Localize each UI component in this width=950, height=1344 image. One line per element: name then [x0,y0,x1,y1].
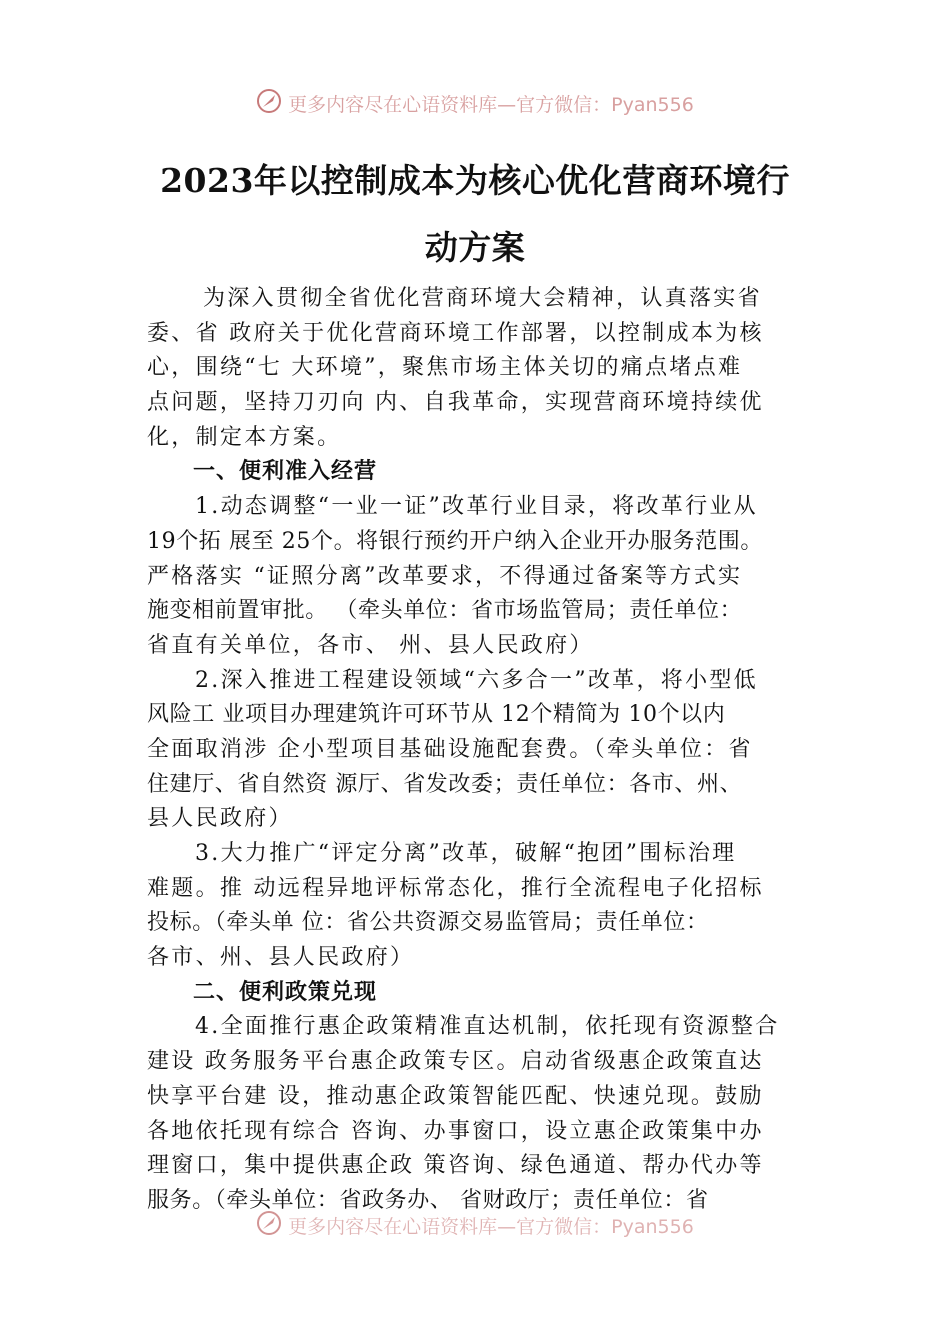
doc-title-line-1: 2023年以控制成本为核心优化营商环境行 [160,161,790,200]
body-line: 1.动态调整“一业一证”改革行业目录，将改革行业从 [195,494,758,520]
watermark-header [0,88,950,119]
quill-logo-icon [256,88,282,119]
body-line: 委、省 政府关于优化营商环境工作部署，以控制成本为核 [147,320,764,346]
quill-logo-icon [256,1210,282,1241]
body-line: 全面取消涉 企小型项目基础设施配套费。（牵头单位：省 [147,736,753,762]
body-line: 省直有关单位，各市、 州、县人民政府） [147,632,594,658]
body-line: 各地依托现有综合 咨询、办事窗口，设立惠企政策集中办 [147,1118,764,1144]
watermark-footer [0,1210,950,1241]
body-line: 4.全面推行惠企政策精准直达机制，依托现有资源整合 [195,1014,780,1040]
body-line: 为深入贯彻全省优化营商环境大会精神，认真落实省 [203,286,762,311]
body-line: 心，围绕“七 大环境”，聚焦市场主体关切的痛点堵点难 [147,355,743,381]
body-line: 建设 政务服务平台惠企政策专区。启动省级惠企政策直达 [147,1049,764,1075]
body-line: 住建厅、省自然资 源厅、省发改委；责任单位：各市、州、 [147,771,743,797]
body-line: 施变相前置审批。 （牵头单位：省市场监管局；责任单位： [147,598,743,624]
section-heading: 一、便利准入经营 [193,459,378,485]
body-line: 快享平台建 设，推动惠企政策智能匹配、快速兑现。鼓励 [147,1083,764,1109]
doc-body [147,282,817,1219]
watermark-text: 更多内容尽在心语资料库—官方微信：Pyan556 [288,94,694,116]
body-line: 县人民政府） [147,806,293,832]
section-heading: 二、便利政策兑现 [193,979,378,1005]
body-line: 19个拓 展至 25个。将银行预约开户纳入企业开办服务范围。 [147,528,763,554]
body-line: 化，制定本方案。 [147,424,342,450]
body-line: 难题。推 动远程异地评标常态化，推行全流程电子化招标 [147,875,764,901]
body-line: 风险工 业项目办理建筑许可环节从 12个精简为 10个以内 [147,702,726,728]
body-line: 3.大力推广“评定分离”改革，破解“抱团”围标治理 [195,841,737,866]
body-line: 投标。（牵头单 位：省公共资源交易监管局；责任单位： [147,910,709,936]
body-line: 理窗口，集中提供惠企政 策咨询、绿色通道、帮办代办等 [147,1153,764,1179]
watermark-text: 更多内容尽在心语资料库—官方微信：Pyan556 [288,1216,694,1238]
body-line: 严格落实 “证照分离”改革要求，不得通过备案等方式实 [147,563,743,589]
body-line: 各市、州、县人民政府） [147,945,415,971]
body-line: 点问题，坚持刀刃向 内、自我革命，实现营商环境持续优 [147,390,764,416]
body-line: 服务。（牵头单位：省政务办、 省财政厅；责任单位：省 [147,1187,709,1213]
doc-title-line-2: 动方案 [424,228,526,267]
body-line: 2.深入推进工程建设领域“六多合一”改革，将小型低 [195,667,758,693]
